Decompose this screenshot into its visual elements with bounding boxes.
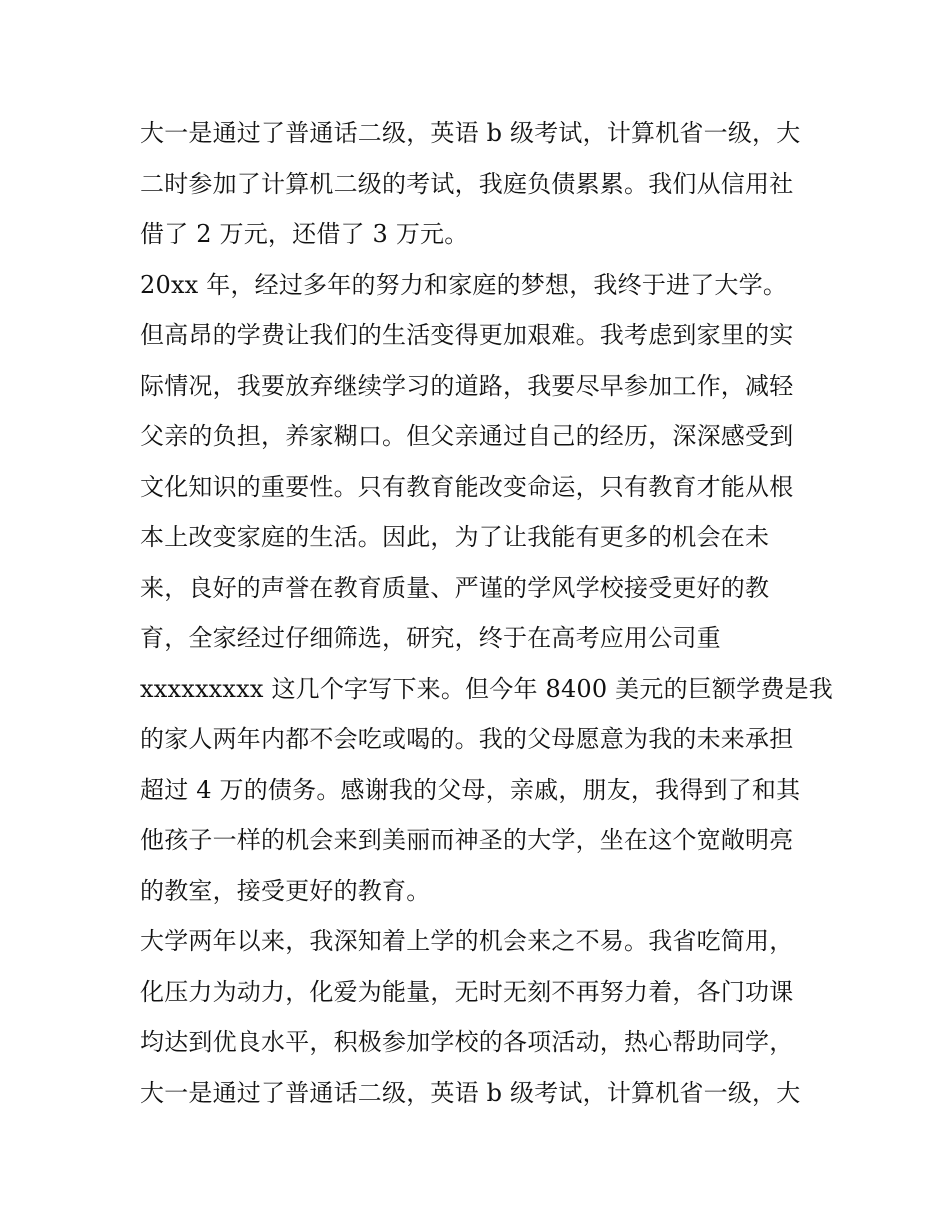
text-line: 际情况，我要放弃继续学习的道路，我要尽早参加工作，减轻 [140, 371, 794, 400]
text-line: 借了 2 万元，还借了 3 万元。 [140, 220, 469, 248]
text-line: 本上改变家庭的生活。因此，为了让我能有更多的机会在未 [140, 523, 770, 551]
text-line: 的教室，接受更好的教育。 [140, 876, 431, 905]
text-line: 大一是通过了普通话二级，英语 b 级考试，计算机省一级，大 [140, 1078, 801, 1107]
document-body [140, 108, 833, 1118]
text-line: 大学两年以来，我深知着上学的机会来之不易。我省吃简用， [140, 927, 794, 955]
text-line: 二时参加了计算机二级的考试，我庭负债累累。我们从信用社 [140, 169, 794, 198]
text-line: 育，全家经过仔细筛选，研究，终于在高考应用公司重 [140, 624, 721, 652]
text-line: 的家人两年内都不会吃或喝的。我的父母愿意为我的未来承担 [140, 725, 794, 753]
text-line: 来，良好的声誉在教育质量、严谨的学风学校接受更好的教 [140, 573, 770, 602]
text-line: 超过 4 万的债务。感谢我的父母，亲戚，朋友，我得到了和其 [140, 775, 801, 804]
text-line: 化压力为动力，化爱为能量，无时无刻不再努力着，各门功课 [140, 977, 794, 1006]
text-line: 但高昂的学费让我们的生活变得更加艰难。我考虑到家里的实 [140, 321, 794, 349]
text-line: 20xx 年，经过多年的努力和家庭的梦想，我终于进了大学。 [140, 270, 788, 299]
text-line: 他孩子一样的机会来到美丽而神圣的大学，坐在这个宽敞明亮 [140, 826, 794, 854]
text-line: 大一是通过了普通话二级，英语 b 级考试，计算机省一级，大 [140, 119, 801, 147]
text-line: xxxxxxxxx 这几个字写下来。但今年 8400 美元的巨额学费是我 [140, 674, 833, 703]
text-line: 均达到优良水平，积极参加学校的各项活动，热心帮助同学， [140, 1028, 794, 1056]
text-line: 父亲的负担，养家糊口。但父亲通过自己的经历，深深感受到 [140, 422, 794, 450]
text-line: 文化知识的重要性。只有教育能改变命运，只有教育才能从根 [140, 472, 794, 501]
